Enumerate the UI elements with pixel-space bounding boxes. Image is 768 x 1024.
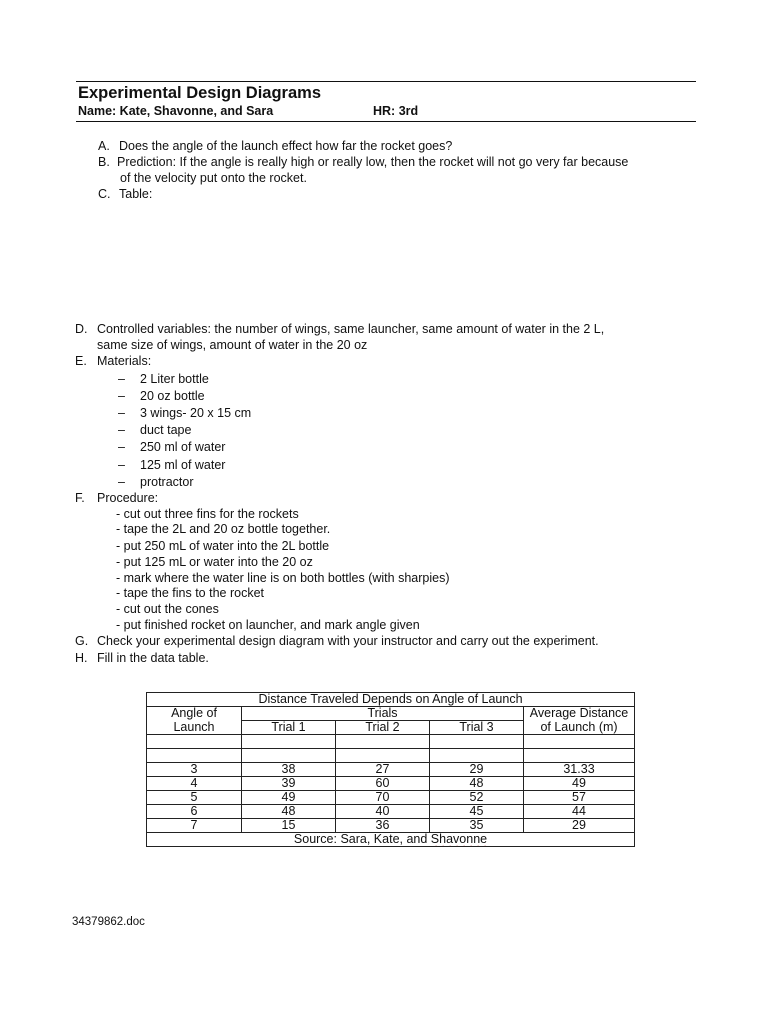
- trial-cell: 52: [430, 791, 524, 805]
- table-row: [147, 763, 635, 777]
- list-marker: A.: [98, 139, 110, 153]
- source-name-misspelled: Shavonne: [430, 832, 488, 846]
- material-text: duct tape: [140, 423, 192, 437]
- list-marker: D.: [75, 322, 88, 336]
- material-text: 2 Liter bottle: [140, 372, 209, 386]
- angle-cell: 6: [147, 805, 242, 819]
- trial-cell: 48: [242, 805, 336, 819]
- trial-cell: 49: [242, 791, 336, 805]
- table-blank-row: [147, 735, 635, 749]
- trials-header: Trials: [242, 707, 524, 721]
- table-subheader-row: [147, 721, 635, 735]
- angle-cell: 4: [147, 777, 242, 791]
- trial-1-header: Trial 1: [242, 721, 336, 735]
- material-text: 3 wings- 20 x 15 cm: [140, 406, 252, 420]
- list-marker: F.: [75, 491, 85, 505]
- angle-cell: 7: [147, 819, 242, 833]
- angle-header-2: Launch: [147, 721, 242, 735]
- procedure-step: - cut out three fins for the rockets: [116, 507, 299, 521]
- average-header-2: of Launch (m): [524, 721, 635, 735]
- procedure-step: - tape the fins to the rocket: [116, 586, 264, 600]
- step-text: Check your experimental design diagram with your instructor and carry out the experiment.: [97, 634, 599, 648]
- trial-cell: 29: [430, 763, 524, 777]
- dash-marker: –: [118, 389, 125, 403]
- list-marker: C.: [98, 187, 111, 201]
- table-source-row: [147, 833, 635, 847]
- list-marker: E.: [75, 354, 87, 368]
- table-blank-row: [147, 749, 635, 763]
- material-item: [118, 458, 225, 473]
- trial-3-header: Trial 3: [430, 721, 524, 735]
- header-rule: [76, 121, 696, 122]
- prediction-text-continued: of the velocity put onto the rocket.: [120, 171, 307, 185]
- material-text: 125 ml of water: [140, 458, 226, 472]
- list-marker: G.: [75, 634, 89, 648]
- question-b-continued: [120, 171, 307, 186]
- materials-heading: [75, 354, 151, 369]
- trial-cell: 15: [242, 819, 336, 833]
- material-item: [118, 389, 205, 404]
- average-cell: 57: [524, 791, 635, 805]
- table-header-row: [147, 707, 635, 721]
- prediction-text: Prediction: If the angle is really high or really low, then the rocket will not go very far because: [117, 155, 629, 169]
- procedure-label: Procedure:: [97, 491, 159, 505]
- material-item: [118, 423, 191, 438]
- trial-cell: 35: [430, 819, 524, 833]
- dash-marker: –: [118, 423, 125, 437]
- file-name: 34379862.doc: [72, 916, 145, 928]
- dash-marker: –: [118, 475, 125, 489]
- controlled-variables: [75, 322, 604, 337]
- procedure-step: - put 250 mL of water into the 2L bottle: [116, 539, 330, 553]
- controlled-text: Controlled variables: the number of wings, same launcher, same amount of water in the 2 L,: [97, 322, 605, 336]
- procedure-step: - put 125 mL or water into the 20 oz: [116, 555, 313, 569]
- table-source: [147, 833, 635, 847]
- materials-label: Materials:: [97, 354, 152, 368]
- dash-marker: –: [118, 440, 125, 454]
- list-marker: B.: [98, 155, 110, 169]
- average-header: Average Distance: [524, 707, 635, 721]
- dash-marker: –: [118, 406, 125, 420]
- procedure-step: - tape the 2L and 20 oz bottle together.: [116, 522, 331, 536]
- controlled-variables-continued: [97, 338, 367, 353]
- step-text: Fill in the data table.: [97, 651, 209, 665]
- dash-marker: –: [118, 372, 125, 386]
- procedure-step: - cut out the cones: [116, 602, 219, 616]
- material-text: 20 oz bottle: [140, 389, 205, 403]
- average-cell: 49: [524, 777, 635, 791]
- page-title: Experimental Design Diagrams: [78, 84, 322, 102]
- trial-2-header: Trial 2: [336, 721, 430, 735]
- table-row: [147, 777, 635, 791]
- trial-cell: 40: [336, 805, 430, 819]
- procedure-heading: [75, 491, 158, 506]
- material-item: [118, 406, 251, 421]
- trial-cell: 27: [336, 763, 430, 777]
- table-label: Table:: [119, 187, 153, 201]
- trial-cell: 36: [336, 819, 430, 833]
- controlled-text-continued: same size of wings, amount of water in the 20 oz: [97, 338, 368, 352]
- trial-cell: 48: [430, 777, 524, 791]
- step-h: [75, 651, 209, 666]
- list-marker: H.: [75, 651, 88, 665]
- material-item: [118, 475, 194, 490]
- table-row: [147, 791, 635, 805]
- dash-marker: –: [118, 458, 125, 472]
- procedure-step: - mark where the water line is on both bottles (with sharpies): [116, 571, 450, 585]
- question-a: [98, 139, 452, 154]
- table-title-row: [147, 693, 635, 707]
- trial-cell: 60: [336, 777, 430, 791]
- angle-header: Angle of: [147, 707, 242, 721]
- material-text: 250 ml of water: [140, 440, 226, 454]
- top-rule: [76, 81, 696, 82]
- angle-cell: 5: [147, 791, 242, 805]
- table-title: Distance Traveled Depends on Angle of Launch: [147, 693, 635, 707]
- data-table: [146, 692, 634, 847]
- trial-cell: 38: [242, 763, 336, 777]
- table-row: [147, 819, 635, 833]
- average-cell: 31.33: [524, 763, 635, 777]
- step-g: [75, 634, 599, 649]
- angle-cell: 3: [147, 763, 242, 777]
- question-text: Does the angle of the launch effect how far the rocket goes?: [119, 139, 453, 153]
- trial-cell: 70: [336, 791, 430, 805]
- material-item: [118, 440, 225, 455]
- material-item: [118, 372, 209, 387]
- source-prefix: Source: Sara, Kate, and: [293, 832, 431, 846]
- trial-cell: 45: [430, 805, 524, 819]
- average-cell: 44: [524, 805, 635, 819]
- question-c: [98, 187, 152, 202]
- average-cell: 29: [524, 819, 635, 833]
- material-text: protractor: [140, 475, 194, 489]
- procedure-step: - put finished rocket on launcher, and mark angle given: [116, 618, 420, 632]
- trial-cell: 39: [242, 777, 336, 791]
- question-b: [98, 155, 628, 170]
- student-names: Name: Kate, Shavonne, and Sara: [78, 104, 274, 118]
- homeroom: HR: 3rd: [373, 104, 419, 118]
- table-row: [147, 805, 635, 819]
